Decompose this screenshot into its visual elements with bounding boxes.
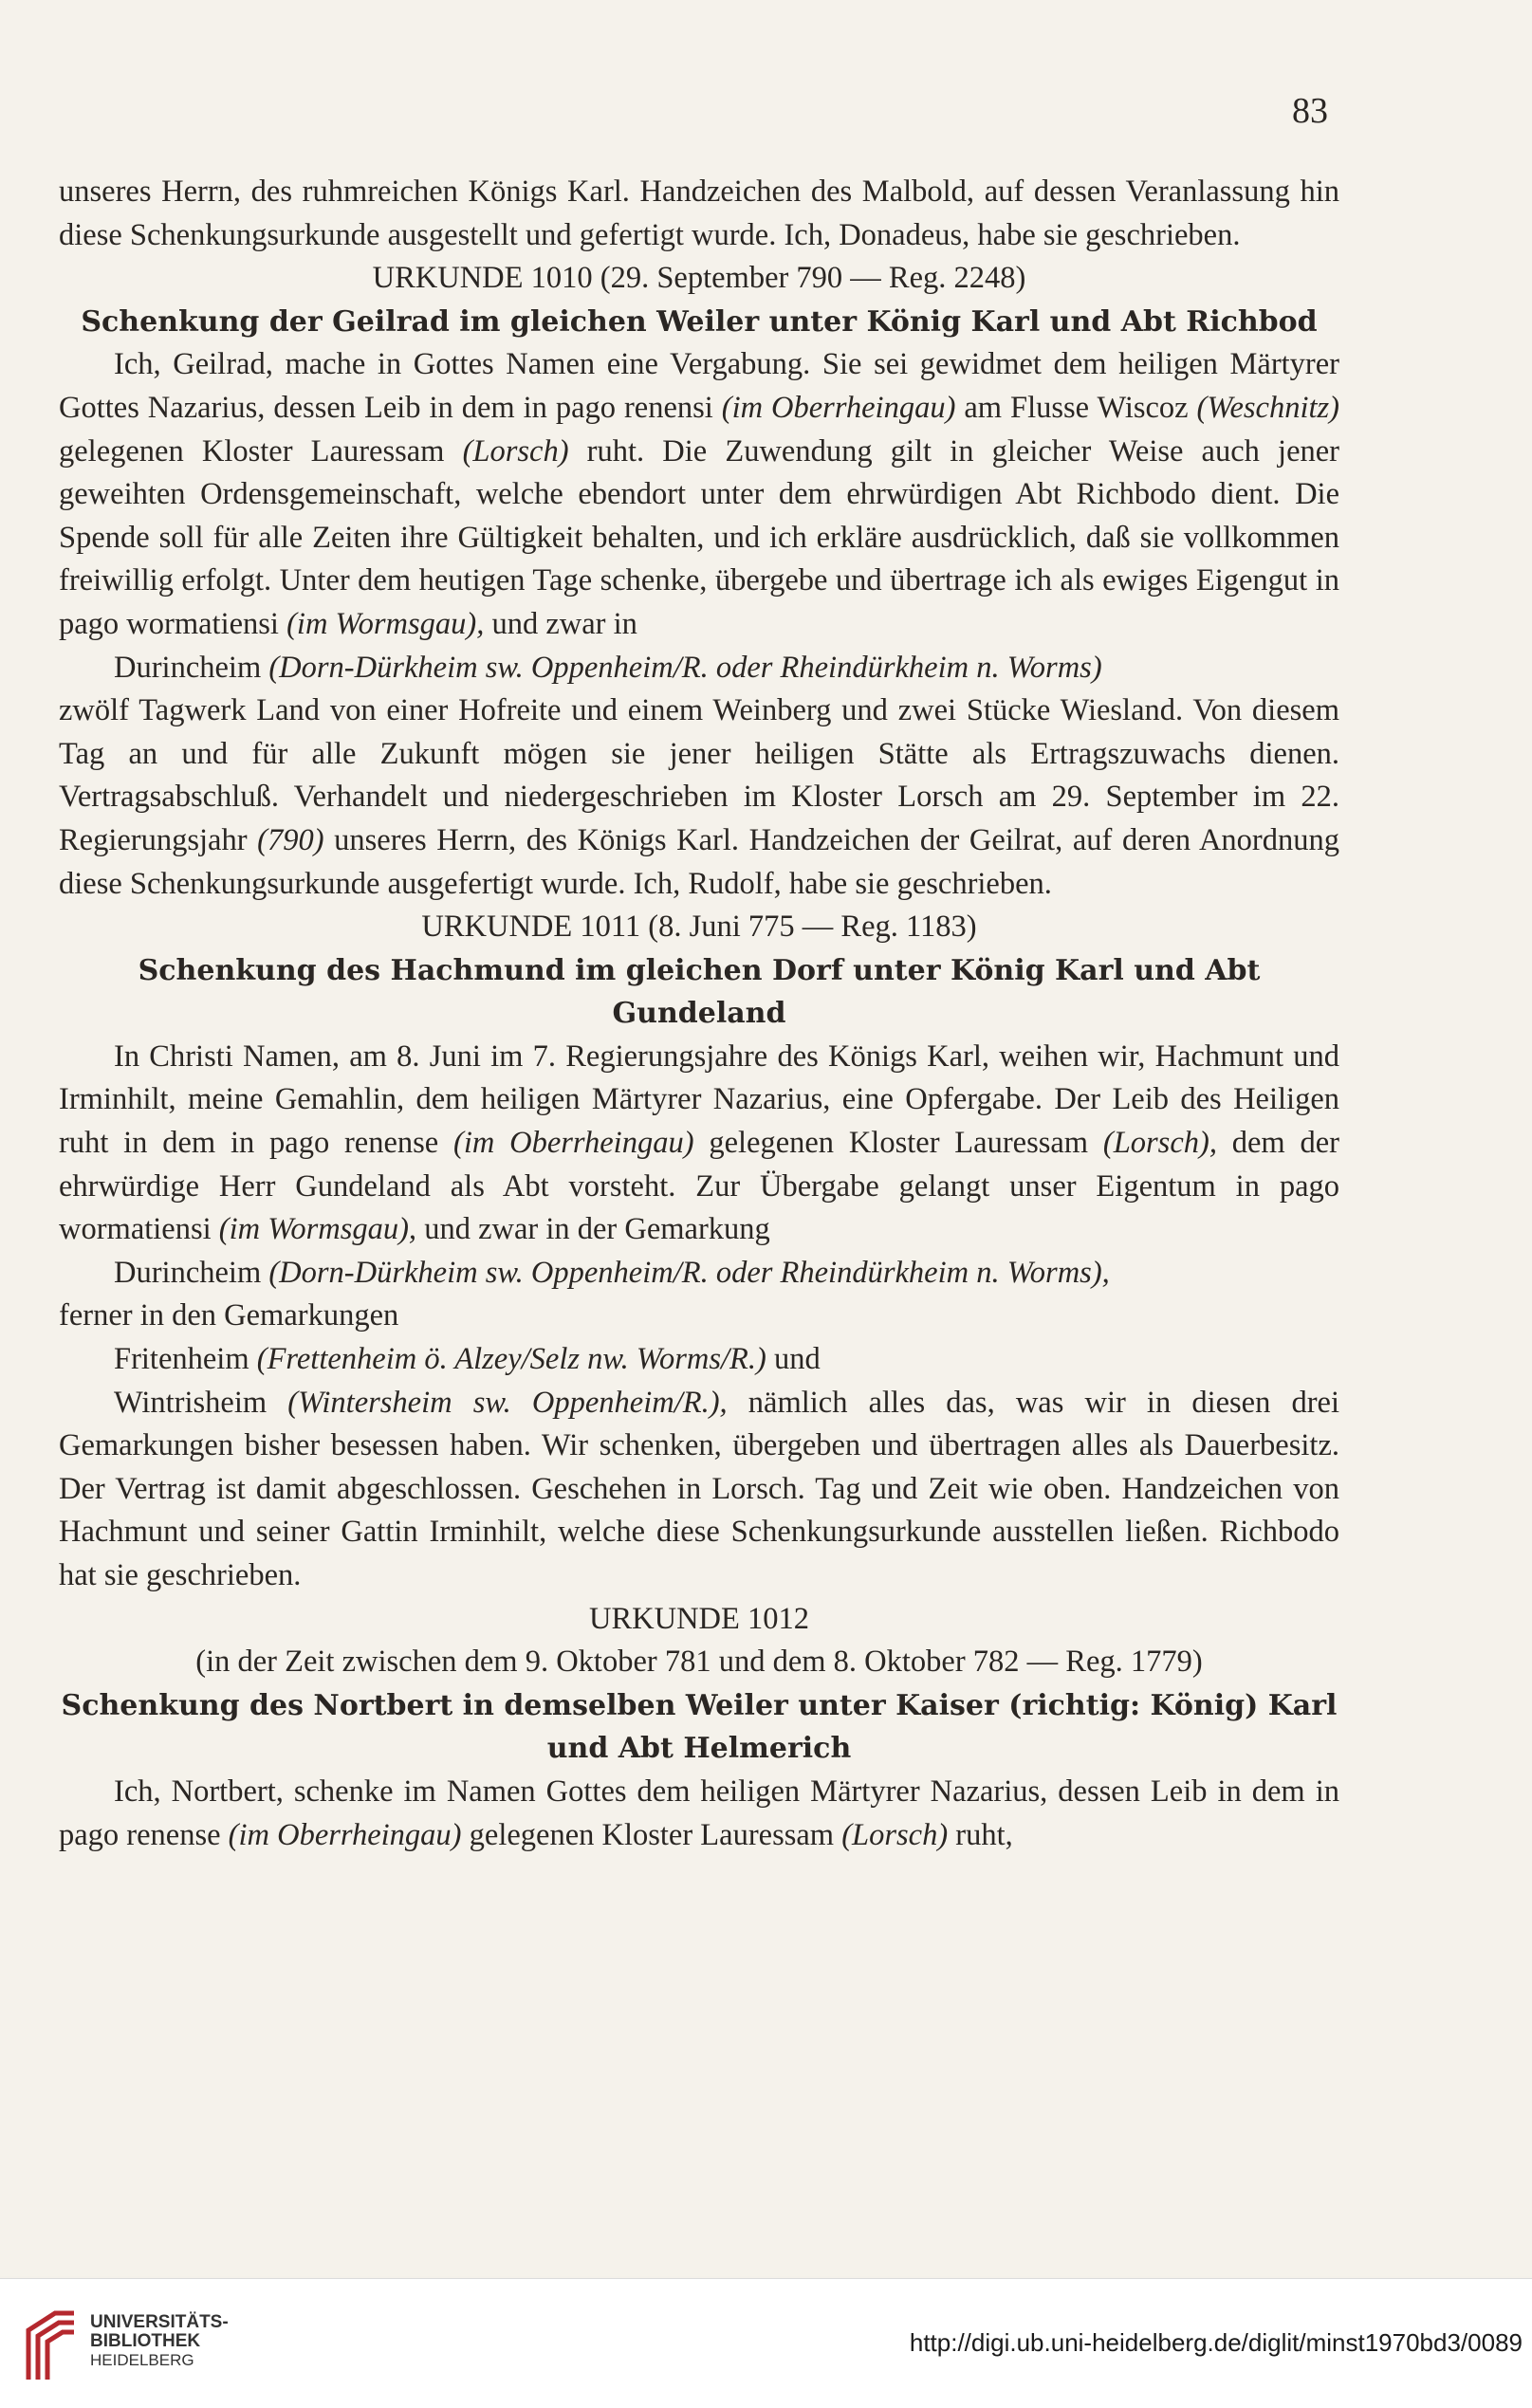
paragraph: Ich, Geilrad, mache in Gottes Namen eine Vergabung. Sie sei gewidmet dem heiligen Märtyrer Gottes Nazarius, dessen Leib in dem in pago renensi (im Oberrheingau) am Flusse Wiscoz (Weschnitz) gelegenen Kloster Lauressam (Lorsch) ruht. Die Zuwendung gilt in gleicher Weise auch jener geweihten Ordensgemeinschaft, welche ebendort unter dem ehrwürdigen Abt Richbodo dient. Die Spende soll für alle Zeiten ihre Gültigkeit behalten, und ich erkläre ausdrücklich, daß sie vollkommen freiwillig erfolgt. Unter dem heutigen Tage schenke, übergebe und übertrage ich als ewiges Eigengut in pago wormatiensi (im Wormsgau), und zwar in	[59, 347, 1339, 641]
paragraph: In Christi Namen, am 8. Juni im 7. Regierungsjahre des Königs Karl, weihen wir, Hachmunt und Irminhilt, meine Gemahlin, dem heiligen Märtyrer Nazarius, eine Opfergabe. Der Leib des Heiligen ruht in dem in pago renense (im Oberrheingau) gelegenen Kloster Lauressam (Lorsch), dem der ehrwürdige Herr Gundeland als Abt vorsteht. Zur Übergabe gelangt unser Eigentum in pago wormatiensi (im Wormsgau), und zwar in der Gemarkung	[59, 1039, 1339, 1247]
place-line: Durincheim (Dorn-Dürkheim sw. Oppenheim/R. oder Rheindürkheim n. Worms),	[114, 1255, 1110, 1290]
paragraph: unseres Herrn, des ruhmreichen Königs Karl. Handzeichen des Malbold, auf dessen Veranlassung hin diese Schenkungsurkunde ausgestellt und gefertigt wurde. Ich, Donadeus, habe sie geschrieben.	[59, 175, 1339, 252]
charter-heading: Schenkung des Nortbert in demselben Weiler unter Kaiser (richtig: König) Karl	[61, 1688, 1338, 1722]
charter-title: URKUNDE 1011 (8. Juni 775 — Reg. 1183)	[421, 910, 977, 945]
charter-title: URKUNDE 1012	[588, 1601, 809, 1636]
document-body	[59, 171, 1339, 1857]
charter-title: URKUNDE 1010 (29. September 790 — Reg. 2248)	[372, 261, 1026, 296]
source-url-link[interactable]: http://digi.ub.uni-heidelberg.de/diglit/minst1970bd3/0089	[909, 2328, 1523, 2357]
charter-heading: Schenkung des Hachmund im gleichen Dorf unter König Karl und Abt Gundeland	[138, 953, 1261, 1031]
paragraph: zwölf Tagwerk Land von einer Hofreite und einem Weinberg und zwei Stücke Wiesland. Von diesem Tag an und für alle Zukunft mögen sie jener heiligen Stätte als Ertragszuwachs dienen. Vertragsabschluß. Verhandelt und niedergeschrieben im Kloster Lorsch am 29. September im 22. Regierungsjahr (790) unseres Herrn, des Königs Karl. Handzeichen der Geilrat, auf deren Anordnung diese Schenkungsurkunde ausgefertigt wurde. Ich, Rudolf, habe sie geschrieben.	[59, 693, 1339, 901]
paragraph: Ich, Nortbert, schenke im Namen Gottes dem heiligen Märtyrer Nazarius, dessen Leib in dem in pago renense (im Oberrheingau) gelegenen Kloster Lauressam (Lorsch) ruht,	[59, 1774, 1339, 1852]
library-logo-icon[interactable]	[21, 2309, 78, 2381]
charter-heading: Schenkung der Geilrad im gleichen Weiler unter König Karl und Abt Richbod	[81, 304, 1318, 339]
place-line: Fritenheim (Frettenheim ö. Alzey/Selz nw. Worms/R.) und	[114, 1342, 821, 1377]
charter-subtitle: (in der Zeit zwischen dem 9. Oktober 781 und dem 8. Oktober 782 — Reg. 1779)	[195, 1645, 1203, 1680]
charter-heading: und Abt Helmerich	[546, 1732, 852, 1766]
page-number: 83	[1292, 91, 1328, 131]
paragraph: ferner in den Gemarkungen	[59, 1298, 399, 1333]
footer-bar	[0, 2278, 1532, 2408]
paragraph: Wintrisheim (Wintersheim sw. Oppenheim/R.), nämlich alles das, was wir in diesen drei Gemarkungen bisher besessen haben. Wir schenken, übergeben und übertragen alles als Dauerbesitz. Der Vertrag ist damit abgeschlossen. Geschehen in Lorsch. Tag und Zeit wie oben. Handzeichen von Hachmunt und seiner Gattin Irminhilt, welche diese Schenkungsurkunde ausstellen ließen. Richbodo hat sie geschrieben.	[59, 1385, 1339, 1592]
place-line: Durincheim (Dorn-Dürkheim sw. Oppenheim/R. oder Rheindürkheim n. Worms)	[114, 650, 1102, 685]
library-logo-text: UNIVERSITÄTS- BIBLIOTHEK HEIDELBERG	[90, 2312, 229, 2369]
